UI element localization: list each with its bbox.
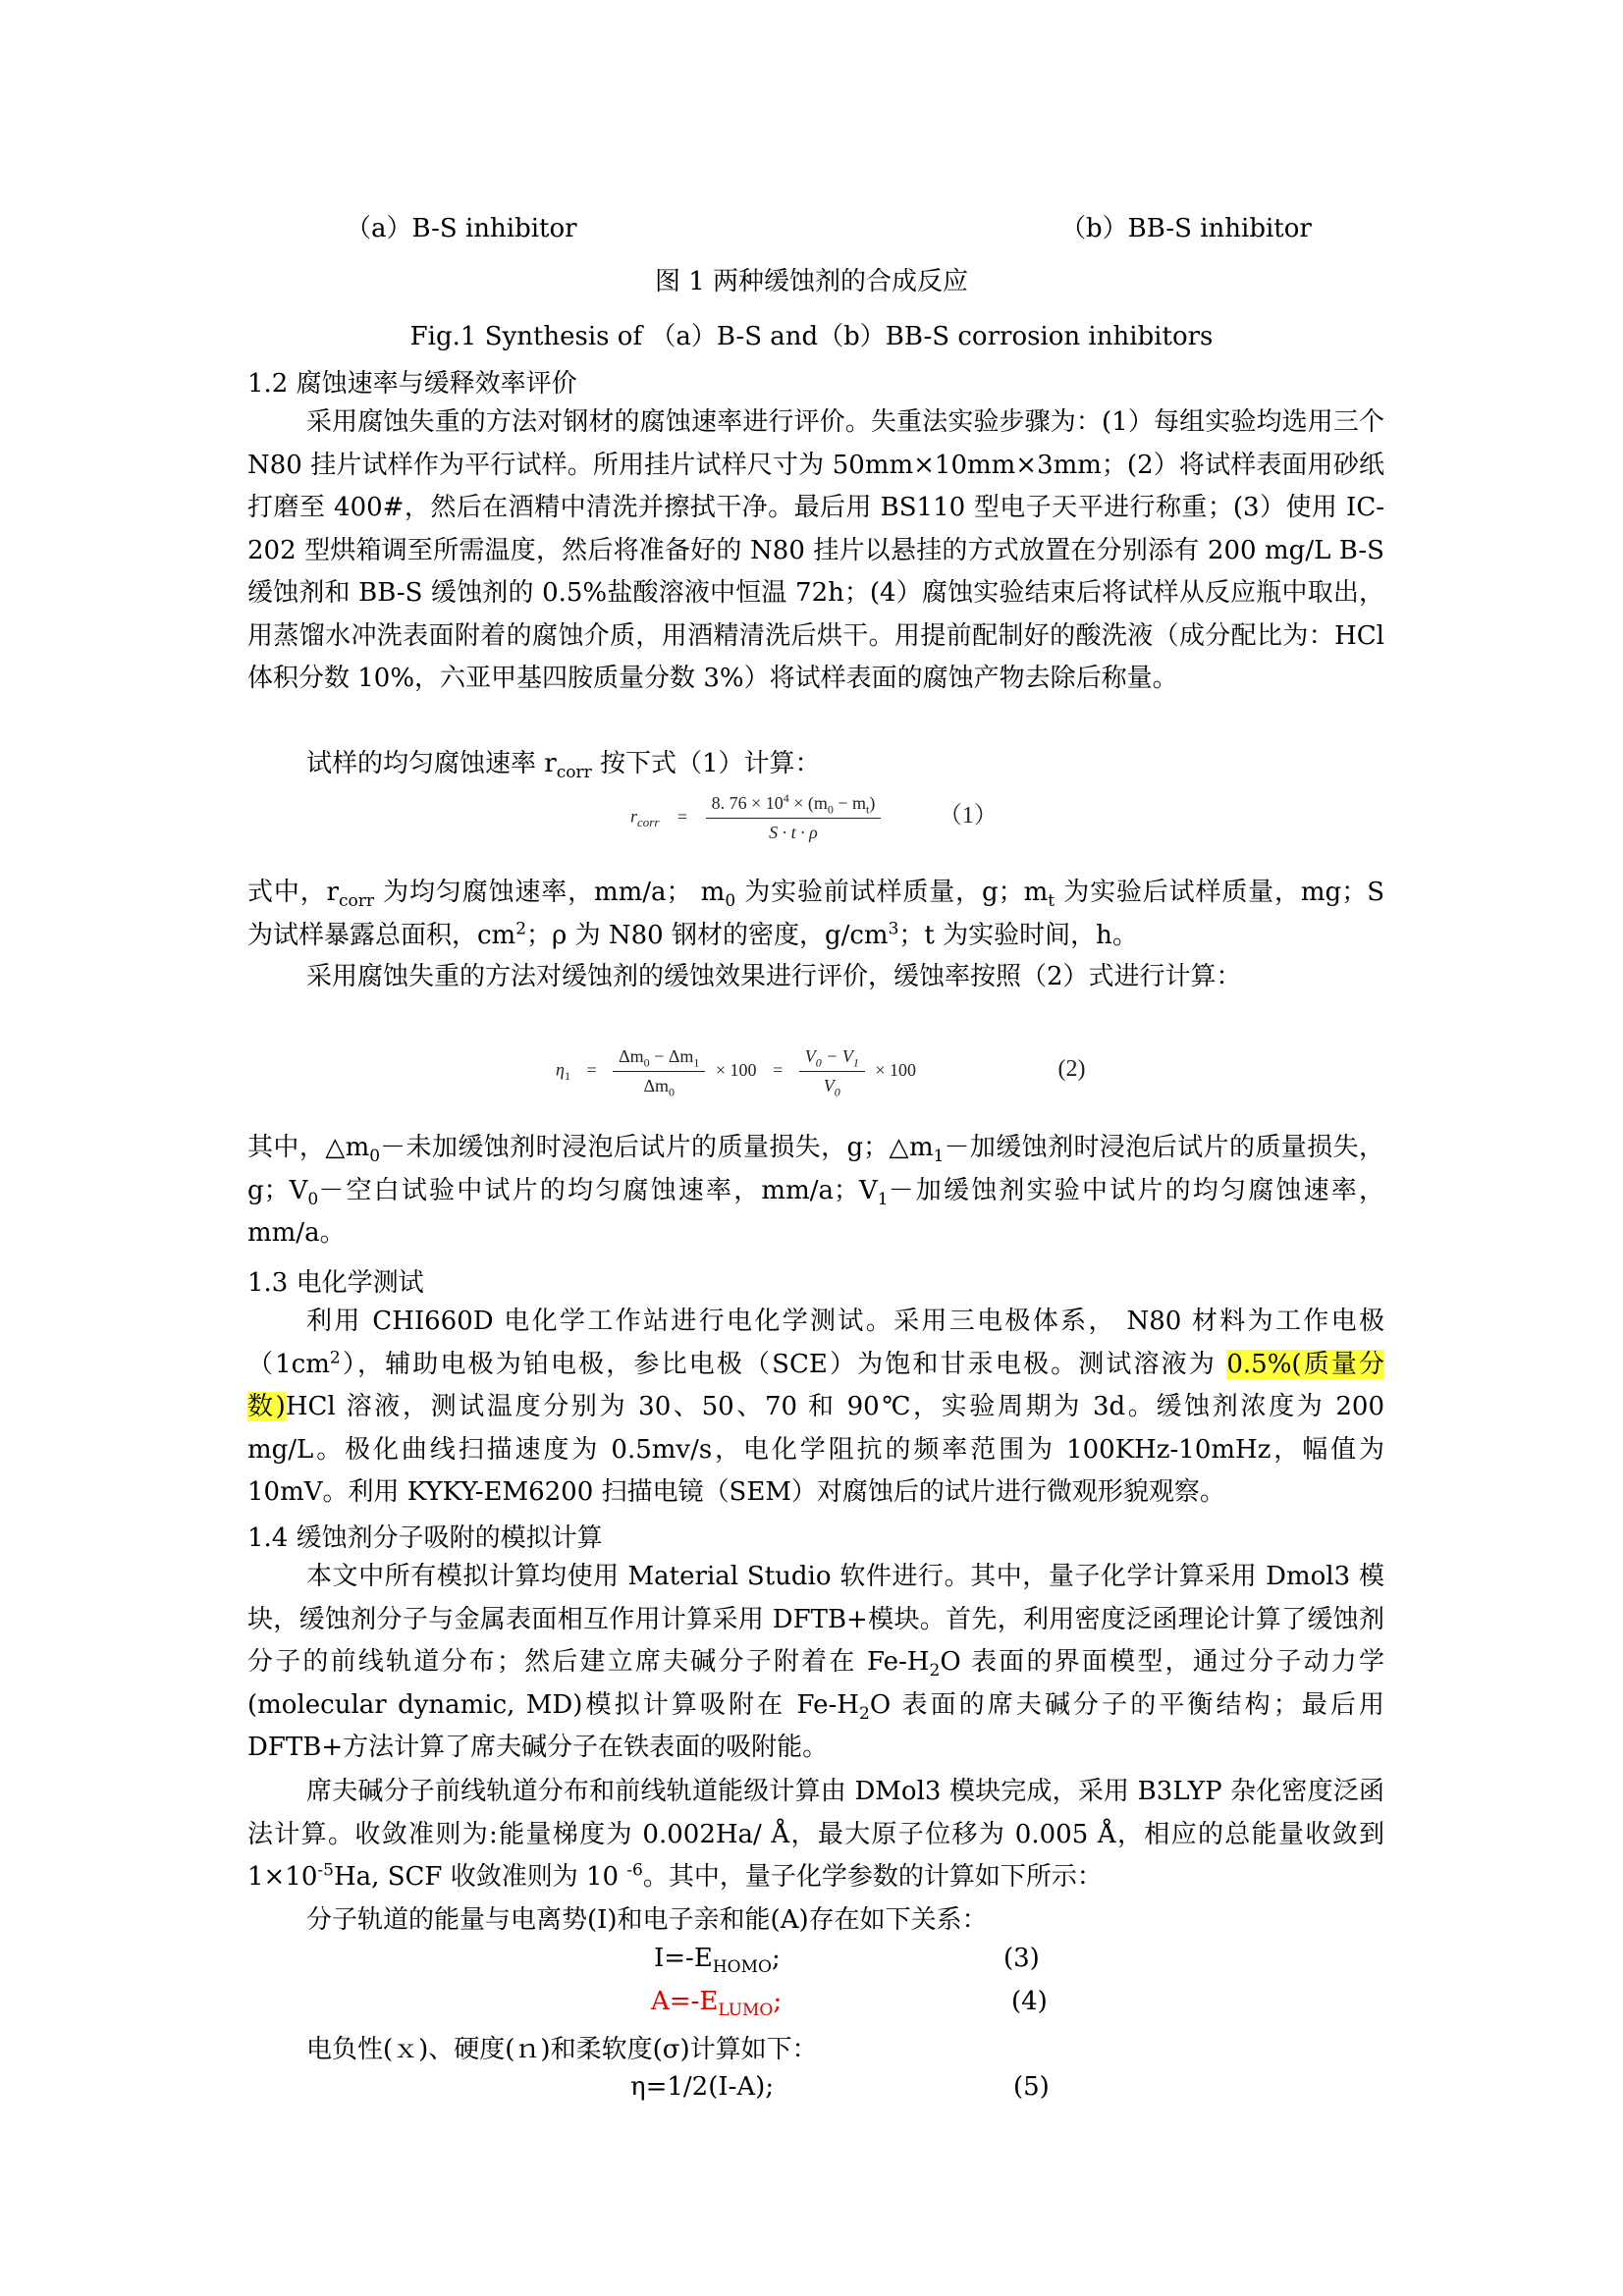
figure-title-en: Fig.1 Synthesis of （a）B-S and（b）BB-S corrosion inhibitors: [409, 322, 1214, 351]
equation-5-number: (5): [1013, 2072, 1050, 2102]
paragraph-electronegativity-hardness: 电负性(ｘ)、硬度(ｎ)和柔软度(σ)计算如下：: [306, 2035, 818, 2064]
section-heading-1-3: 1.3 电化学测试: [247, 1268, 424, 1298]
equation-3-number: (3): [1003, 1944, 1040, 1973]
paragraph-orbital-energy-relation: 分子轨道的能量与电离势(I)和电子亲和能(A)存在如下关系：: [306, 1905, 988, 1935]
paragraph-symbol-definitions-1: 式中，$r_{corr}$ 为均匀腐蚀速率，mm/a； $m_0$ 为实验前试样质量，g；$m_t$ 为实验后试样质量，mg；S 为试样暴露总面积，$cm^2$；ρ 为 N80 钢材的密度，$g/cm^3$；t 为实验时间，h。: [247, 878, 1385, 950]
equation-4: $A=-E_{LUMO}$;: [651, 1987, 783, 2021]
equation-2: $\eta_1$ = $\frac{\Delta m_0 - \Delta m_1}{\Delta m_0}$ × 100 = $\frac{V_0 - V_1}{V_0}$ × 100 (2): [556, 1046, 1086, 1099]
section-heading-1-2: 1.2 腐蚀速率与缓释效率评价: [247, 369, 577, 399]
figure-title-cn: 图 1 两种缓蚀剂的合成反应: [654, 267, 969, 296]
paragraph-electrochemical-test: 利用 CHI660D 电化学工作站进行电化学测试。采用三电极体系， N80 材料为工作电极$(1cm^2)$，辅助电极为铂电极，参比电极（SCE）为饱和甘汞电极。测试溶液为 0.5%(质量分数)HCl 溶液，测试温度分别为 30、50、70 和 90℃，实验周期为 3d。缓蚀剂浓度为 200 mg/L。极化曲线扫描速度为 0.5mv/s，电化学阻抗的频率范围为 100KHz-10mHz，幅值为 10mV。利用 KYKY-EM6200 扫描电镜（SEM）对腐蚀后的试片进行微观形貌观察。: [247, 1307, 1384, 1507]
paragraph-dmol3-calculation: 席夫碱分子前线轨道分布和前线轨道能级计算由 DMol3 模块完成，采用 B3LYP 杂化密度泛函法计算。收敛准则为:能量梯度为 0.002Ha/ Å，最大原子位移为 0.005 Å，相应的总能量收敛到 $1\times 10^{-5}Ha$, SCF 收敛准则为 10 $^{-6}$。其中，量子化学参数的计算如下所示：: [247, 1777, 1384, 1892]
equation-1: $r_{corr}$ = $\frac{8. 76 \times 10^4 \times (m_0 - m_t)}{S \cdot t \cdot \rho}$ （1）: [630, 791, 998, 842]
figure-caption-a: （a）B-S inhibitor: [346, 214, 577, 243]
equation-1-number: （1）: [938, 802, 998, 828]
equation-2-fraction-2: $\frac{V_0 - V_1}{V_0}$: [799, 1046, 865, 1096]
equation-5: η=1/2(I-A);: [630, 2072, 775, 2102]
equation-2-number: (2): [1057, 1055, 1086, 1082]
paragraph-simulation-method: 本文中所有模拟计算均使用 Material Studio 软件进行。其中，量子化学计算采用 Dmol3 模块，缓蚀剂分子与金属表面相互作用计算采用 DFTB+模块。首先，利用密度泛函理论计算了缓蚀剂分子的前线轨道分布；然后建立席夫碱分子附着在 $Fe-H_2O$ 表面的界面模型，通过分子动力学(molecular dynamic, MD)模拟计算吸附在 $Fe-H_2O$ 表面的席夫碱分子的平衡结构；最后用 DFTB+方法计算了席夫碱分子在铁表面的吸附能。: [247, 1562, 1384, 1762]
section-heading-1-4: 1.4 缓蚀剂分子吸附的模拟计算: [247, 1523, 603, 1553]
equation-2-fraction-1: $\frac{\Delta m_0 - \Delta m_1}{\Delta m_0}$: [613, 1046, 705, 1096]
paragraph-corrosion-rate-intro: 试样的均匀腐蚀速率 $r_{corr}$ 按下式（1）计算：: [306, 749, 821, 783]
figure-caption-b: （b）BB-S inhibitor: [1060, 214, 1312, 243]
equation-3: $I=-E_{HOMO}$;: [654, 1944, 781, 1978]
highlighted-text: 0.5%(质量分数): [247, 1349, 1384, 1421]
paragraph-weight-loss-method: 采用腐蚀失重的方法对钢材的腐蚀速率进行评价。失重法实验步骤为：(1）每组实验均选用三个 N80 挂片试样作为平行试样。所用挂片试样尺寸为 50mm×10mm×3mm；(2）将试样表面用砂纸打磨至 400#，然后在酒精中清洗并擦拭干净。最后用 BS110 型电子天平进行称重；(3）使用 IC-202 型烘箱调至所需温度，然后将准备好的 N80 挂片以悬挂的方式放置在分别添有 200 mg/L B-S 缓蚀剂和 BB-S 缓蚀剂的 0.5%盐酸溶液中恒温 72h；(4）腐蚀实验结束后将试样从反应瓶中取出，用蒸馏水冲洗表面附着的腐蚀介质，用酒精清洗后烘干。用提前配制好的酸洗液（成分配比为：HCl 体积分数 10%，六亚甲基四胺质量分数 3%）将试样表面的腐蚀产物去除后称量。: [247, 407, 1384, 693]
paragraph-symbol-definitions-2: 其中，$\triangle m_0-$未加缓蚀剂时浸泡后试片的质量损失，g；$\triangle m_1-$加缓蚀剂时浸泡后试片的质量损失，g；$V_0-$空白试验中试片的均匀腐蚀速率，mm/a；$V_1-$加缓蚀剂实验中试片的均匀腐蚀速率，mm/a。: [247, 1133, 1384, 1248]
equation-4-number: (4): [1011, 1987, 1048, 2016]
equation-1-fraction: $\frac{8. 76 \times 10^4 \times (m_0 - m_t)}{S \cdot t \cdot \rho}$: [706, 793, 882, 843]
paragraph-inhibition-rate-intro: 采用腐蚀失重的方法对缓蚀剂的缓蚀效果进行评价，缓蚀率按照（2）式进行计算：: [306, 962, 1242, 991]
